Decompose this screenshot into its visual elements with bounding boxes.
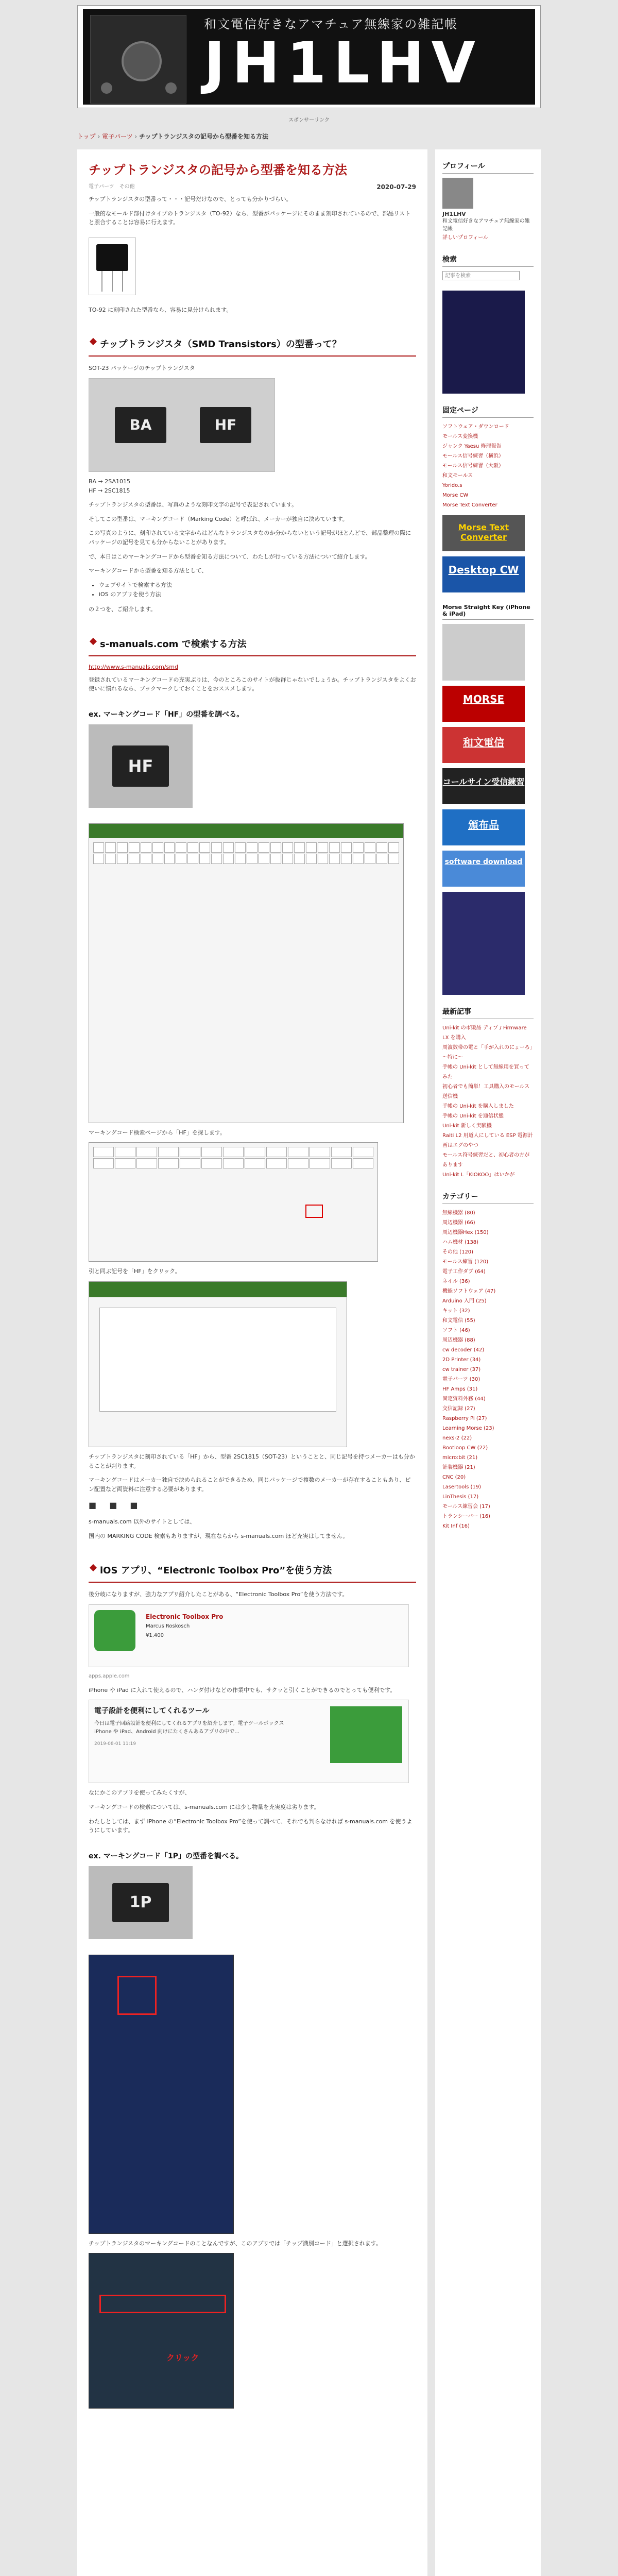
category-link[interactable]: CNC (20) — [442, 1475, 466, 1480]
radio-dial — [122, 41, 162, 81]
category-link[interactable]: 電子パーツ (30) — [442, 1377, 480, 1382]
chip-1p: 1P — [112, 1883, 169, 1922]
category-link[interactable]: その他 (120) — [442, 1249, 474, 1255]
body-text: そしてこの型番は、マーキングコード（Marking Code）と呼ばれ、メーカーが独自に決めています。 — [89, 515, 348, 522]
propagation-widget — [442, 291, 525, 394]
section-heading: iOS アプリ、“Electronic Toolbox Pro”を使う方法 — [89, 1558, 416, 1583]
section-heading: s-manuals.com で検索する方法 — [89, 632, 416, 656]
recent-post-link[interactable]: 手帳の Uni-kit を購入しました — [442, 1104, 514, 1109]
sidebar-fixed-link[interactable]: 和文モールス — [442, 473, 473, 479]
code-grid — [89, 838, 403, 868]
sponsor-label: スポンサーリンク — [288, 117, 330, 123]
recent-post-link[interactable]: 周波数帯の電と「手が入れのにょーろ」～特に～ — [442, 1045, 533, 1060]
chip-hf: HF — [112, 745, 169, 787]
image-caption: 引と同ぶ記号を「HF」をクリック。 — [89, 1268, 181, 1275]
recent-post-link[interactable]: Uni-kit の市販品 ディプ / Firmware LX を購入 — [442, 1025, 527, 1041]
chip-hf: HF — [200, 407, 251, 443]
category-link[interactable]: Arduino 入門 (25) — [442, 1298, 487, 1304]
sidebar-fixed-link[interactable]: モールス変換機 — [442, 434, 478, 439]
body-text: iPhone や iPad に入れて使えるので、ハンダ付けなどの作業中でも、サクッと引くことができるのでとっても便利です。 — [89, 1686, 396, 1693]
breadcrumb-category[interactable]: 電子パーツ — [102, 133, 133, 140]
category-link[interactable]: モールス練習会 (17) — [442, 1504, 490, 1510]
morse-key-image[interactable] — [442, 624, 525, 681]
banner-callsign[interactable]: コールサイン受信練習 — [442, 768, 525, 804]
profile-text: 和文電信好きなアマチュア無線家の雑記帳 — [442, 218, 530, 232]
list-item: • ウェブサイトで検索する方法 — [99, 581, 416, 590]
category-link[interactable]: 周辺機器Hex (150) — [442, 1230, 489, 1235]
body-text: s-manuals.com 以外のサイトとしては、 — [89, 1518, 196, 1526]
category-link[interactable]: 交信記録 (27) — [442, 1406, 475, 1412]
category-link[interactable]: cw trainer (37) — [442, 1367, 481, 1372]
category-link[interactable]: LinThesis (17) — [442, 1494, 479, 1500]
section-heading: チップトランジスタ（SMD Transistors）の型番って？ — [89, 332, 416, 357]
sot-label: SOT-23 パッケージのチップトランジスタ — [89, 365, 195, 372]
recent-post-link[interactable]: Raiti L2 用道人にしている ESP 電源計画はエグのやつ — [442, 1133, 533, 1148]
category-heading: カテゴリー — [442, 1191, 534, 1204]
category-link[interactable]: モールス練習 (120) — [442, 1259, 489, 1265]
category-link[interactable]: Raspberry Pi (27) — [442, 1416, 487, 1421]
body-text: チップトランジスタに刻印されている「HF」から、型番 2SC1815（SOT-23）ということと、同じ記号を持つメーカーはも分かることが判ります。 — [89, 1453, 415, 1469]
category-link[interactable]: Kit Inf (16) — [442, 1523, 470, 1529]
category-link[interactable]: Lasertools (19) — [442, 1484, 482, 1490]
category-link[interactable]: キット (32) — [442, 1308, 470, 1314]
avatar — [442, 178, 473, 209]
sidebar-fixed-link[interactable]: ソフトウェア・ダウンロード — [442, 424, 509, 430]
morse-key-heading: Morse Straight Key (iPhone & iPad) — [442, 604, 534, 620]
divider: ■ ■ ■ — [89, 1500, 143, 1511]
profile-heading: プロフィール — [442, 161, 534, 174]
sidebar-fixed-link[interactable]: Morse CW — [442, 493, 469, 498]
body-text: マーキングコードの検索については、s-manuals.com には少し物量を充実度は劣ります。 — [89, 1804, 320, 1810]
breadcrumb-home[interactable]: トップ — [77, 133, 96, 140]
body-text: 後分岐になりますが、強力なアプリ紹介したことがある、“Electronic Toolbox Pro”を使う方法です。 — [89, 1591, 348, 1598]
example-heading: ex. マーキングコード「1P」の型番を調べる。 — [89, 1852, 244, 1860]
site-bar — [89, 824, 403, 838]
click-label: クリック — [166, 2353, 199, 2363]
category-link[interactable]: HF Amps (31) — [442, 1386, 478, 1392]
1p-chip-photo — [89, 1866, 193, 1939]
body-text: この写真のように、刻印されている文字からはどんなトランジスタなのか分からないという記号がほとんどで、部品整理の際にパッケージの記号を見ても分からないことがあります。 — [89, 530, 411, 546]
body-text: 国内の MARKING CODE 検索もありますが、現在ならから s-manuals.com ほど充実はしてません。 — [89, 1532, 349, 1539]
embed-date: 2019-08-01 11:19 — [94, 1741, 136, 1747]
body-text: の２つを、ご紹介します。 — [89, 606, 157, 613]
search-heading: 検索 — [442, 254, 534, 267]
post-title: チップトランジスタの記号から型番を知る方法 — [89, 163, 347, 177]
banner-wabun[interactable]: 和文電信 — [442, 727, 525, 763]
recent-post-link[interactable]: Uni-kit L「KIOKOO」はいかが — [442, 1172, 515, 1178]
app-highlight — [117, 1976, 157, 2015]
recent-heading: 最新記事 — [442, 1006, 534, 1019]
category-link[interactable]: ネイル (36) — [442, 1279, 470, 1284]
app-developer: Marcus Roskosch — [146, 1623, 190, 1629]
category-link[interactable]: 電子工作ダブ (64) — [442, 1269, 486, 1275]
banner-software[interactable]: software download — [442, 851, 525, 887]
header-banner — [83, 9, 535, 105]
banner-hanpu[interactable]: 頒布品 — [442, 809, 525, 845]
body-text: で、本日はこのマーキングコードから型番を知る方法について、わたしが行っている方法について紹介します。 — [89, 553, 371, 560]
hf-highlight — [305, 1205, 323, 1218]
sidebar-fixed-link[interactable]: モールス信号練習（大阪） — [442, 463, 504, 469]
sidebar-fixed-link[interactable]: ジャンク Yaesu 修理報告 — [442, 444, 502, 449]
image-caption: マーキングコード検索ページから「HF」を探します。 — [89, 1129, 226, 1136]
embed-card[interactable] — [89, 1700, 409, 1783]
manuals-page-screenshot — [89, 823, 404, 1123]
to92-image — [89, 238, 136, 295]
sidebar-fixed-link[interactable]: Morse Text Converter — [442, 502, 497, 508]
intro-text: 一般的なモールド部付けタイプのトランジスタ（TO-92）なら、型番がパッケージにそのまま刻印されているので、部品リストと照合することは容易に行えます。 — [89, 210, 411, 226]
post-date: 2020-07-29 — [376, 183, 416, 191]
site-header — [77, 5, 541, 108]
result-table — [99, 1308, 336, 1412]
profile-link[interactable]: 詳しいプロフィール — [442, 235, 488, 241]
body-text: チップトランジスタの型番は、写真のような刻印文字の記号で表記されています。 — [89, 501, 298, 509]
category-link[interactable]: 周辺機器 (88) — [442, 1337, 475, 1343]
category-link[interactable]: 固定資料外務 (44) — [442, 1396, 486, 1402]
list-item: • iOS のアプリを使う方法 — [99, 590, 416, 600]
recent-post-link[interactable]: Uni-kit 新しく実験機 — [442, 1123, 492, 1129]
category-link[interactable]: cw decoder (42) — [442, 1347, 485, 1353]
app-icon — [94, 1610, 135, 1651]
search-input[interactable] — [442, 271, 520, 280]
banner-morse-text[interactable]: Morse Text Converter — [442, 515, 525, 551]
banner-desktop-cw[interactable]: Desktop CW — [442, 556, 525, 592]
embed-title: 電子設計を便利にしてくれるツール — [94, 1707, 210, 1716]
intro-text: チップトランジスタの型番って・・・記号だけなので、とっても分かりづらい。 — [89, 196, 292, 202]
breadcrumb-current: チップトランジスタの記号から型番を知る方法 — [139, 133, 269, 140]
method-list — [99, 581, 416, 600]
app-card[interactable] — [89, 1604, 409, 1667]
image-caption: チップトランジスタのマーキングコードのことなんですが、このアプリでは「チップ識別コード」と選択されます。 — [89, 2240, 382, 2247]
site-title[interactable]: JH1LHV — [204, 30, 483, 96]
sidebar-fixed-link[interactable]: Yorido.s — [442, 483, 462, 488]
app-link[interactable]: apps.apple.com — [89, 1673, 130, 1679]
embed-thumbnail — [330, 1706, 402, 1763]
result-screenshot — [89, 1281, 347, 1447]
banner-morse[interactable]: MORSE — [442, 686, 525, 722]
category-link[interactable]: micro:bit (21) — [442, 1455, 478, 1461]
category-link[interactable]: ソフト (46) — [442, 1328, 470, 1333]
recent-post-link[interactable]: 手帳の Uni-kit を通信状態 — [442, 1113, 504, 1119]
transistor-body — [96, 244, 128, 271]
chip-ba: BA — [115, 407, 166, 443]
recent-post-link[interactable]: モールス符号練習だと、初心者の方があります — [442, 1153, 530, 1168]
body-text: わたしとしては、まず iPhone の“Electronic Toolbox Pro”を使って調べて、それでも判らなければ s-manuals.com を使うようにしています。 — [89, 1818, 413, 1834]
radio-image — [90, 15, 186, 104]
post-meta[interactable]: 電子パーツ その他 — [89, 184, 135, 190]
category-link[interactable]: トランシーバー (16) — [442, 1514, 490, 1519]
category-link[interactable]: Learning Morse (23) — [442, 1426, 494, 1431]
body-text: マーキングコードから型番を知る方法として、 — [89, 567, 208, 574]
hf-chip-photo — [89, 724, 193, 808]
app-screenshot — [89, 1955, 234, 2234]
image-caption: TO-92 に刻印された型番なら、容易に見分けられます。 — [89, 306, 232, 313]
manuals-link[interactable]: http://www.s-manuals.com/smd — [89, 663, 178, 670]
radio-knob — [165, 82, 177, 94]
category-link[interactable]: 周辺機器 (66) — [442, 1220, 475, 1226]
example-heading: ex. マーキングコード「HF」の型番を調べる。 — [89, 710, 244, 719]
morse-chart-image[interactable] — [442, 892, 525, 995]
category-link[interactable]: 機能ソフトウェア (47) — [442, 1289, 496, 1294]
body-text: マーキングコードはメーカー独自で決められることができるため、同じパッケージで複数のメーカーが存在することもあり、ピン配置など両資料に注意する必要があります。 — [89, 1477, 411, 1493]
hf-grid-screenshot — [89, 1142, 378, 1262]
category-link[interactable]: 計装機器 (21) — [442, 1465, 475, 1470]
category-link[interactable]: 2D Printer (34) — [442, 1357, 481, 1363]
site-tagline: 和文電信好きなアマチュア無線家の雑記帳 — [204, 17, 458, 31]
category-link[interactable]: 和文電信 (55) — [442, 1318, 475, 1324]
category-link[interactable]: 無線機器 (80) — [442, 1210, 475, 1216]
radio-knob — [101, 82, 112, 94]
spec-line: HF → 2SC1815 — [89, 487, 130, 494]
body-text: なにかこのアプリを使ってみたくすが、 — [89, 1789, 191, 1797]
category-link[interactable]: ハム機材 (138) — [442, 1240, 479, 1245]
category-link[interactable]: Bootloop CW (22) — [442, 1445, 488, 1451]
sot23-photo — [89, 378, 275, 472]
recent-post-link[interactable]: 手帳の Uni-kit として無線用を買ってみた — [442, 1064, 529, 1080]
main-content — [77, 149, 427, 2576]
sidebar — [435, 149, 541, 2576]
app-name: Electronic Toolbox Pro — [146, 1613, 224, 1620]
embed-body: 今日は電子回路設計を便利にしてくれるアプリを紹介します。電子ツールボックス iPhone や iPad、Android 向けにたくさんあるアプリの中で... — [94, 1721, 284, 1735]
profile-name: JH1LHV — [442, 211, 466, 217]
sidebar-fixed-link[interactable]: モールス信号練習（横浜） — [442, 453, 504, 459]
app-price: ¥1,400 — [146, 1632, 164, 1638]
body-text: 登録されているマーキングコードの充実ぶりは、今のところこのサイトが抜群じゃないでしょうか。チップトランジスタをよくお使いに慣れるなら、ブックマークしておくことをおススメします。 — [89, 676, 416, 692]
fixed-pages-heading: 固定ページ — [442, 405, 534, 418]
spec-line: BA → 2SA1015 — [89, 478, 130, 485]
breadcrumb: トップ › 電子パーツ › チップトランジスタの記号から型番を知る方法 — [77, 133, 269, 140]
recent-post-link[interactable]: 初心者でも簡単！工具購入のモールス送信機 — [442, 1084, 530, 1099]
app-screenshot-2 — [89, 2253, 234, 2409]
category-link[interactable]: nexs-2 (22) — [442, 1435, 472, 1441]
